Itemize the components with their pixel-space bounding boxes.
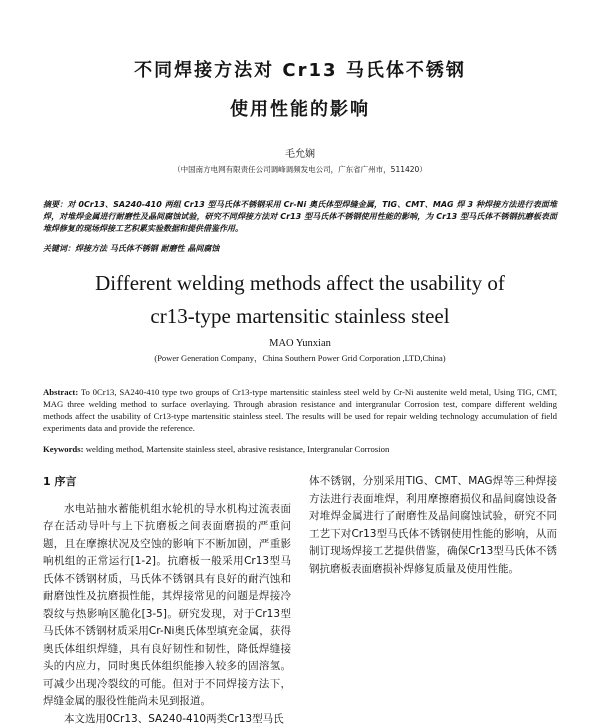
abstract-en-label: Abstract: (43, 387, 79, 398)
keywords-en-text: welding method, Martensite stainless steel, abrasive resistance, Intergranular Corrosion (83, 444, 390, 455)
keywords-cn-label: 关键词： (43, 244, 75, 254)
abstract-cn (43, 199, 557, 235)
author-cn: 毛允娴 (285, 149, 315, 161)
abstract-en (43, 386, 557, 434)
paper-title-en (43, 267, 557, 332)
body-paragraph: 水电站抽水蓄能机组水轮机的导水机构过流表面存在活动导叶与上下抗磨板之间表面磨损的严重问题，且在摩擦状况及空蚀的影响下不断加剧，严重影响机组的正常运行[1-2]。抗磨板一般采用Cr13型马氏体不锈钢材质，马氏体不锈钢具有良好的耐汽蚀和耐磨蚀性及抗磨损性能，其焊接常见的问题是焊接冷裂纹与热影响区脆化[3-5]。研究发现，对于Cr13型马氏体不锈钢材质采用Cr-Ni奥氏体型填充金属，获得奥氏体组织焊缝，具有良好韧性和韧性，降低焊缝接头的内应力，同时奥氏体组织能掺入较多的固溶氢。可减少出现冷裂纹的可能。但对于不同焊接方法下，焊缝金属的服役性能尚未见到报道。 (43, 502, 291, 708)
author-en: MAO Yunxian (269, 338, 331, 350)
abstract-cn-text: 对 0Cr13、SA240-410 两组 Cr13 型马氏体不锈钢采用 Cr-Ni 奥氏体型焊缝金属，TIG、CMT、MAG 焊 3 种焊接方法进行表面堆焊，对堆焊金属进行耐磨性及晶间腐蚀试验，研究不同焊接方法对 Cr13 型马氏体不锈钢使用性能的影响，为 Cr13 型马氏体不锈钢抗磨板表面堆焊修复的现场焊接工艺积累实验数据和提供借鉴作用。 (43, 200, 558, 234)
body-columns (43, 473, 557, 728)
body-column-right (309, 473, 557, 728)
abstract-en-text: To 0Cr13, SA240-410 type two groups of Cr13-type martensitic stainless steel weld by Cr-Ni austenite weld metal, Using TIG, CMT, MAG three welding method to surface overlaying. Through abrasion resistance and intergranular Corrosion test, compare different welding methods affect the usability of Cr13-type martensitic stainless steel. The results will be used for repair welding technology accumulation of field experiments data and provide the reference. (43, 387, 557, 434)
abstract-cn-label: 摘要： (43, 200, 68, 210)
keywords-cn (43, 243, 557, 255)
body-paragraph: 体不锈钢，分别采用TIG、CMT、MAG焊等三种焊接方法进行表面堆焊，利用摩擦磨损仪和晶间腐蚀设备对堆焊金属进行了耐磨性及晶间腐蚀试验，研究不同工艺下对Cr13型马氏体不锈钢使用性能的影响，从而制订现场焊接工艺提供借鉴，确保Cr13型马氏体不锈钢抗磨板表面磨损补焊修复质量及使用性能。 (309, 475, 557, 575)
affiliation-cn: （中国南方电网有限责任公司调峰调频发电公司，广东省广州市，511420） (173, 165, 427, 175)
paper-title-en-line2: cr13-type martensitic stainless steel (150, 303, 450, 328)
paper-title-cn-line1: 不同焊接方法对 Cr13 马氏体不锈钢 (134, 60, 466, 81)
keywords-cn-text: 焊接方法 马氏体不锈钢 耐磨性 晶间腐蚀 (75, 244, 220, 254)
paper-title-cn (43, 52, 557, 129)
body-paragraph: 本文选用0Cr13、SA240-410两类Cr13型马氏 (64, 712, 284, 725)
paper-title-en-line1: Different welding methods affect the usability of (95, 271, 505, 296)
section-heading-1: 1 序言 (43, 475, 77, 489)
keywords-en-label: Keywords: (43, 444, 84, 455)
affiliation-en: (Power Generation Company，China Southern Power Grid Corporation ,LTD,China) (154, 353, 446, 364)
paper-title-cn-line2: 使用性能的影响 (230, 98, 370, 120)
keywords-en (43, 443, 557, 455)
body-column-left (43, 473, 291, 728)
